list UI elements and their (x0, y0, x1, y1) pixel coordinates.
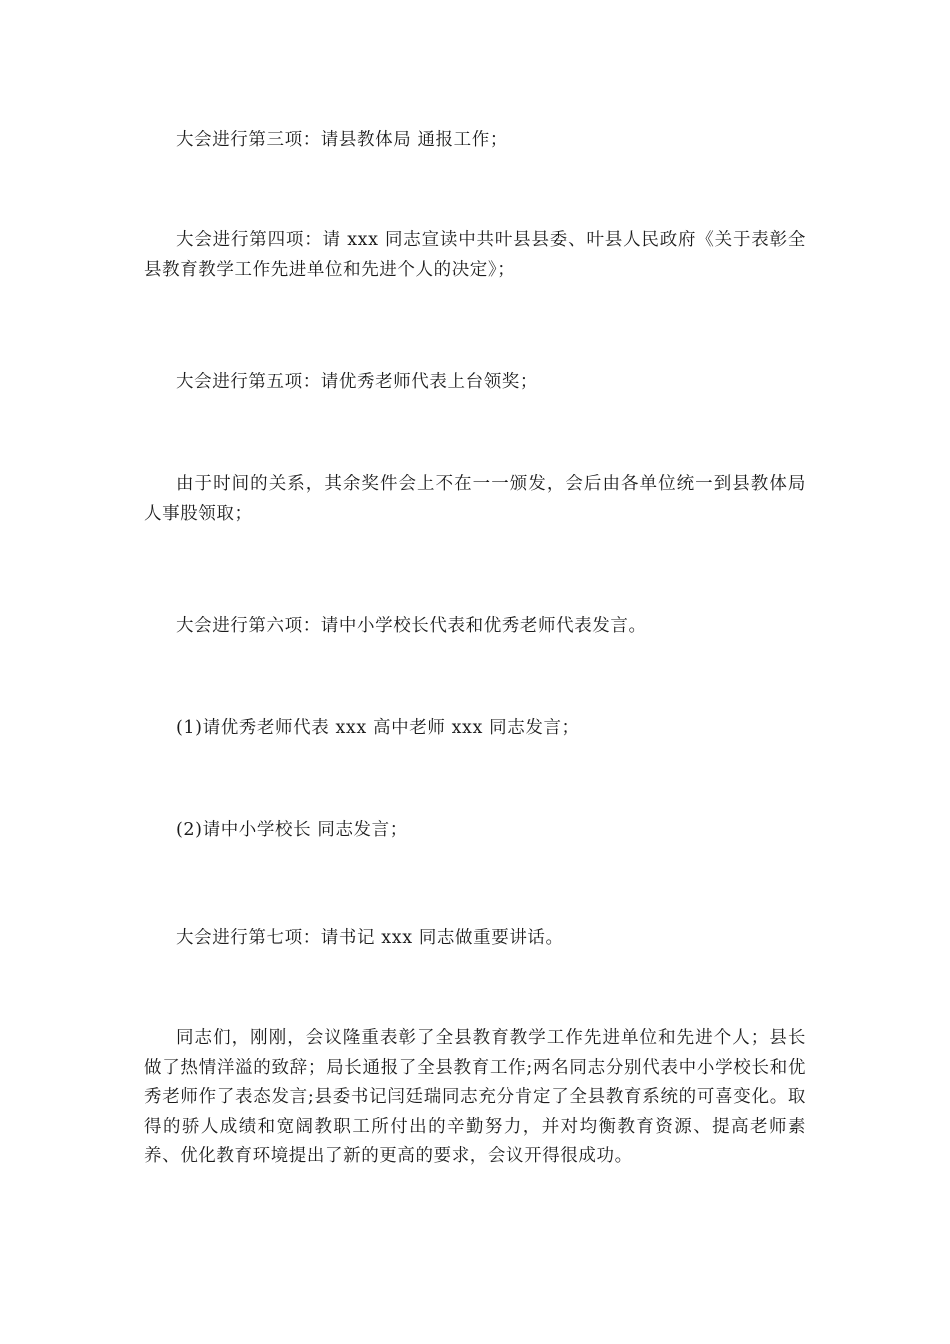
paragraph-item-6: 大会进行第六项：请中小学校长代表和优秀老师代表发言。 (176, 616, 647, 636)
paragraph-summary: 同志们，刚刚，会议隆重表彰了全县教育教学工作先进单位和先进个人；县长做了热情洋溢的致辞；局长通报了全县教育工作;两名同志分别代表中小学校长和优秀老师作了表态发言;县委书记闫廷瑞同志充分肯定了全县教育系统的可喜变化。取得的骄人成绩和宽阔教职工所付出的辛勤努力，并对均衡教育资源、提高老师素养、优化教育环境提出了新的更高的要求，会议开得很成功。 (144, 1028, 806, 1166)
paragraph-item-5: 大会进行第五项：请优秀老师代表上台领奖； (176, 372, 538, 392)
paragraph-item-3: 大会进行第三项：请县教体局 通报工作； (176, 130, 508, 150)
paragraph-speech-2: (2)请中小学校长 同志发言； (176, 820, 408, 840)
paragraph-award-note: 由于时间的关系，其余奖件会上不在一一颁发，会后由各单位统一到县教体局人事股领取； (144, 474, 806, 524)
paragraph-speech-1: (1)请优秀老师代表 xxx 高中老师 xxx 同志发言； (176, 718, 580, 738)
paragraph-item-4: 大会进行第四项：请 xxx 同志宣读中共叶县县委、叶县人民政府《关于表彰全县教育教学工作先进单位和先进个人的决定》； (144, 230, 806, 280)
paragraph-item-7: 大会进行第七项：请书记 xxx 同志做重要讲话。 (176, 928, 564, 948)
